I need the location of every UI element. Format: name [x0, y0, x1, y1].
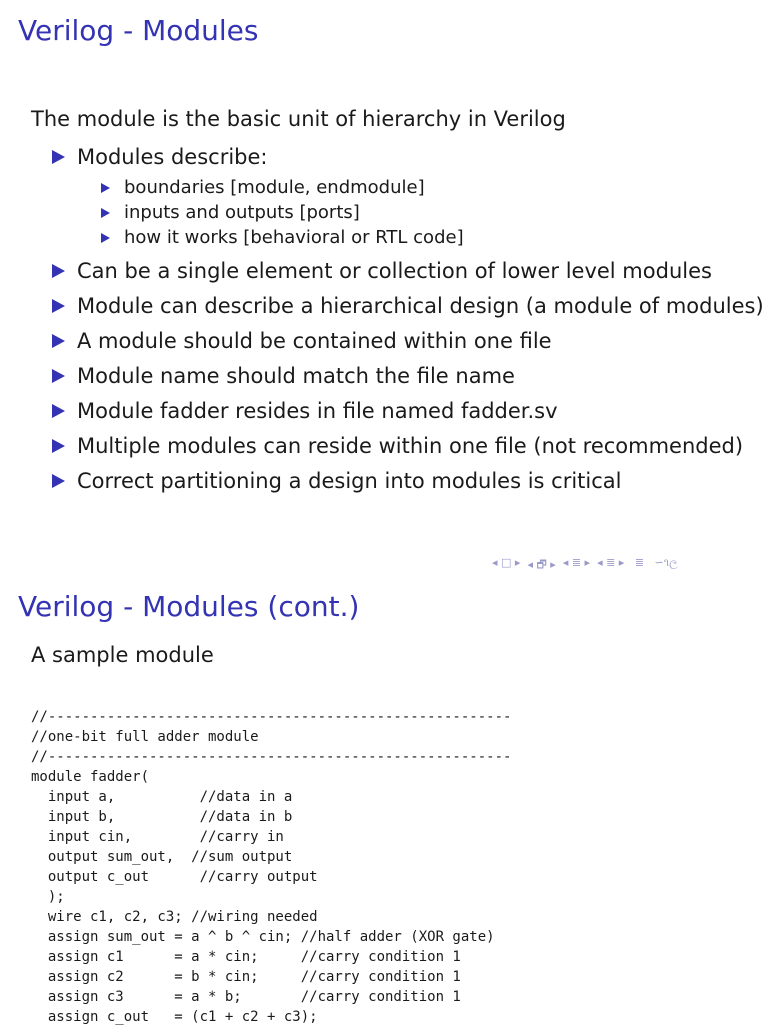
bullet-item: Module can describe a hierarchical design (a module of modules) — [52, 289, 764, 324]
bullet-item: Can be a single element or collection of lower level modules — [52, 254, 764, 289]
beamer-navigation — [492, 556, 678, 575]
nav-search-icon[interactable]: ∽૧ල — [651, 556, 678, 569]
sub-bullet-item: boundaries [module, endmodule] — [77, 175, 764, 200]
nav-prev-section-icon[interactable]: ◂ ≣ ▸ — [562, 556, 591, 569]
nav-outline-icon[interactable]: ≣ — [631, 556, 645, 569]
nav-first-icon[interactable]: ◂ □ ▸ — [492, 556, 521, 569]
sub-bullet-item: inputs and outputs [ports] — [77, 200, 764, 225]
intro-text: The module is the basic unit of hierarchy in Verilog — [31, 107, 566, 131]
sub-bullet-item: how it works [behavioral or RTL code] — [77, 225, 764, 250]
nav-prev-frame-icon[interactable]: ◂ 🗗 ▸ — [527, 558, 556, 571]
bullet-item: A module should be contained within one file — [52, 324, 764, 359]
bullet-item: Multiple modules can reside within one file (not recommended) — [52, 429, 764, 464]
slide-title: Verilog - Modules — [18, 14, 259, 47]
code-block: //------------------------------------------------------- //one-bit full adder module //------------------------------------------------------- module fadder( input a, //data in a input b, //data in b input cin, //carry in output sum_out, //sum output output c_out //carry output ); wire c1, c2, c3; //wiring needed assign sum_out = a ^ b ^ cin; //half adder (XOR gate) assign c1 = a * cin; //carry condition 1 assign c2 = b * cin; //carry condition 1 assign c3 = a * b; //carry condition 1 assign c_out = (c1 + c2 + c3); — [31, 709, 512, 1025]
bullet-list — [52, 140, 764, 499]
sample-label: A sample module — [31, 643, 214, 667]
bullet-item: Correct partitioning a design into modules is critical — [52, 464, 764, 499]
nav-prev-subsection-icon[interactable]: ◂ ≣ ▸ — [597, 556, 625, 569]
bullet-text: Modules describe: — [77, 145, 268, 169]
bullet-item: Module name should match the file name — [52, 359, 764, 394]
sub-bullet-list — [77, 175, 764, 250]
bullet-item — [52, 140, 764, 250]
bullet-item: Module fadder resides in file named fadder.sv — [52, 394, 764, 429]
slide-title: Verilog - Modules (cont.) — [18, 590, 360, 623]
